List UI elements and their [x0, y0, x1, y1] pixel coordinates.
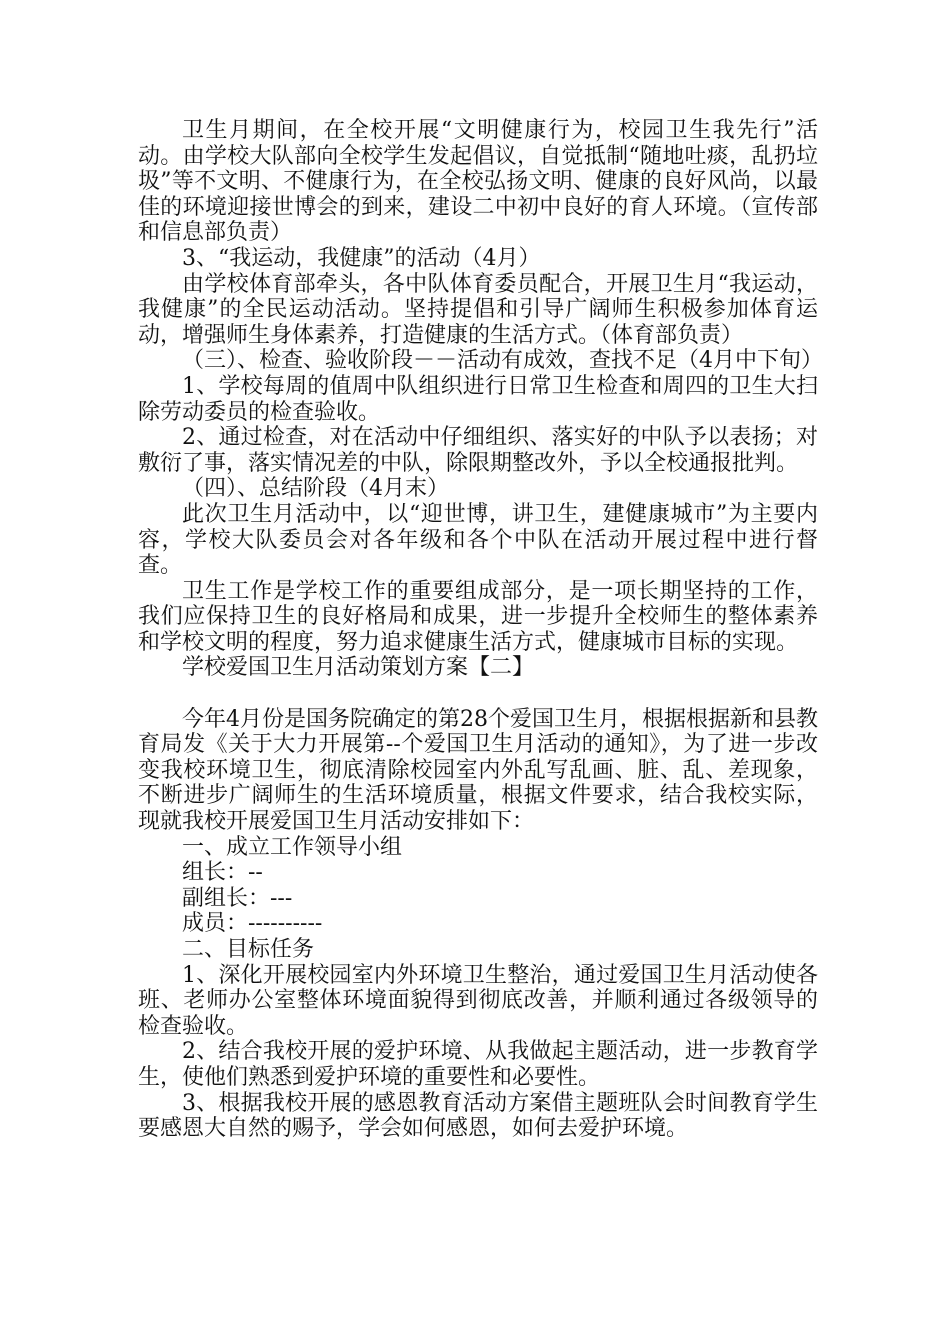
paragraph-deputy-leader: 副组长：--- [182, 885, 293, 911]
paragraph-exercise-activity-heading: 3、“我运动，我健康”的活动（4月） [182, 245, 541, 271]
paragraph-hygiene-work-importance: 卫生工作是学校工作的重要组成部分，是一项长期坚持的工作，我们应保持卫生的良好格局和成果，进一步提升全校师生的整体素养和学校文明的程度，努力追求健康生活方式，健康城市目标的实现。 [138, 578, 818, 655]
paragraph-plan-two-intro: 今年4月份是国务院确定的第28个爱国卫生月，根据根据新和县教育局发《关于大力开展第--个爱国卫生月活动的通知》，为了进一步改变我校环境卫生，彻底清除校园室内外乱写乱画、脏、乱、差现象，不断进步广阔师生的生活环境质量，根据文件要求，结合我校实际，现就我校开展爱国卫生月活动安排如下： [138, 706, 818, 835]
paragraph-exercise-activity-body: 由学校体育部牵头，各中队体育委员配合，开展卫生月“我运动，我健康”的全民运动活动。坚持提倡和引导广阔师生积极参加体育运动，增强师生身体素养，打造健康的生活方式。（体育部负责） [138, 271, 818, 348]
paragraph-goal-3: 3、根据我校开展的感恩教育活动方案借主题班队会时间教育学生要感恩大自然的赐予，学会如何感恩，如何去爱护环境。 [138, 1090, 818, 1142]
paragraph-summary-stage-heading: （四）、总结阶段（4月末） [182, 476, 449, 502]
paragraph-hygiene-month-behavior: 卫生月期间，在全校开展“文明健康行为，校园卫生我先行”活动。由学校大队部向全校学生发起倡议，自觉抵制“随地吐痰，乱扔垃圾”等不文明、不健康行为，在全校弘扬文明、健康的良好风尚，以最佳的环境迎接世博会的到来，建设二中初中良好的育人环境。（宣传部和信息部负责） [138, 118, 818, 246]
section-title-plan-two: 学校爱国卫生月活动策划方案【二】 [182, 655, 535, 681]
paragraph-inspection-item-1: 1、学校每周的值周中队组织进行日常卫生检查和周四的卫生大扫除劳动委员的检查验收。 [138, 373, 818, 425]
paragraph-goal-2: 2、结合我校开展的爱护环境、从我做起主题活动，进一步教育学生，使他们熟悉到爱护环境的重要性和必要性。 [138, 1039, 818, 1090]
paragraph-summary-stage-body: 此次卫生月活动中，以“迎世博，讲卫生，建健康城市”为主要内容，学校大队委员会对各年级和各个中队在活动开展过程中进行督查。 [138, 501, 818, 579]
blank-line [138, 681, 818, 707]
paragraph-goals-heading: 二、目标任务 [182, 937, 315, 962]
paragraph-leadership-group-heading: 一、成立工作领导小组 [182, 834, 403, 860]
paragraph-group-leader: 组长：-- [182, 860, 263, 886]
paragraph-inspection-item-2: 2、通过检查，对在活动中仔细组织、落实好的中队予以表扬；对敷衍了事，落实情况差的中队，除限期整改外，予以全校通报批判。 [138, 425, 818, 476]
paragraph-inspection-stage-heading: （三）、检查、验收阶段－－活动有成效，查找不足（4月中下旬） [182, 348, 823, 374]
document-page [138, 118, 823, 1142]
paragraph-members: 成员：---------- [182, 911, 323, 937]
paragraph-goal-1: 1、深化开展校园室内外环境卫生整治，通过爱国卫生月活动使各班、老师办公室整体环境面貌得到彻底改善，并顺利通过各级领导的检查验收。 [138, 962, 818, 1039]
